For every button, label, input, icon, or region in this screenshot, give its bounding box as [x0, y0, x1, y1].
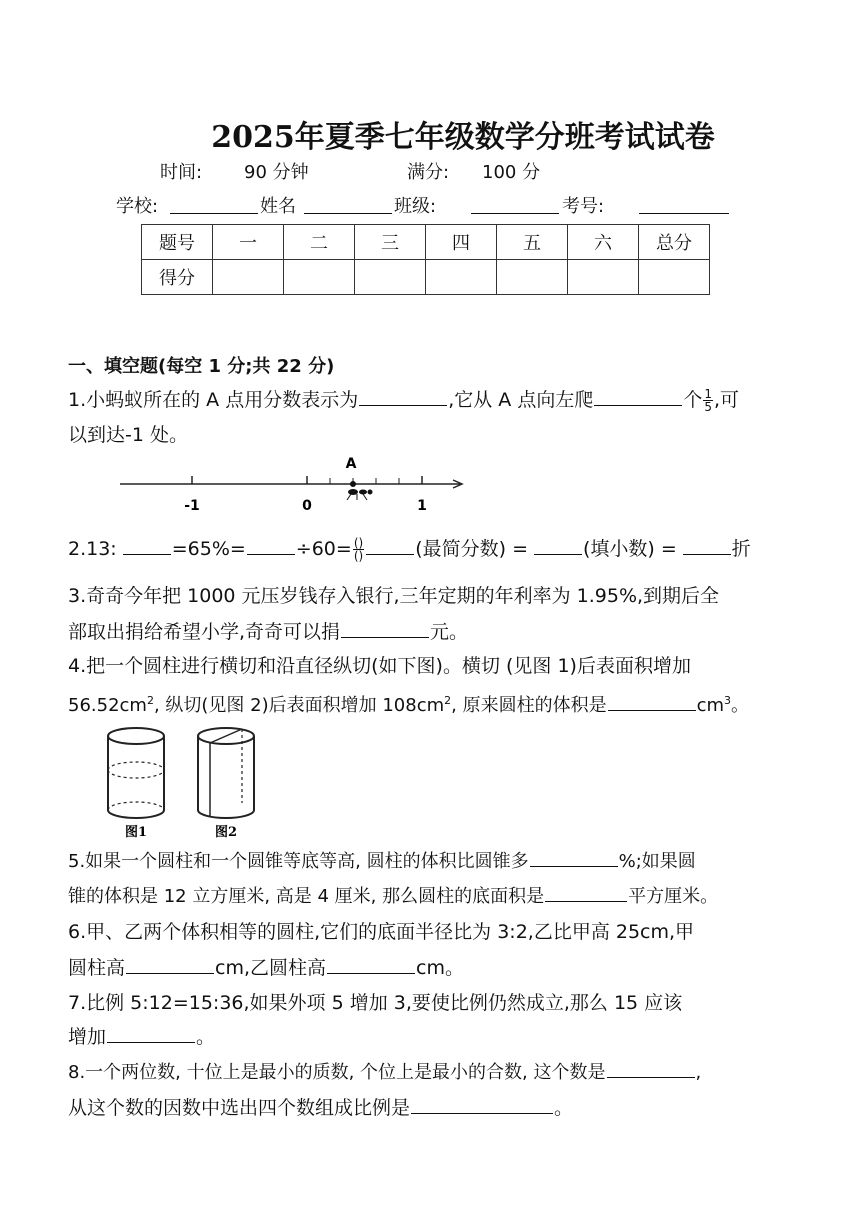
question-2: [68, 536, 751, 562]
fraction-denominator: (): [353, 549, 364, 563]
answer-blank[interactable]: [327, 972, 415, 974]
question-text: ,它从 A 点向左爬: [448, 389, 594, 411]
question-text: 锥的体积是 12 立方厘米, 高是 4 厘米, 那么圆柱的底面积是: [68, 886, 545, 907]
question-text: 折: [731, 538, 751, 560]
answer-blank[interactable]: [107, 1041, 195, 1043]
table-header-cell: 六: [568, 225, 639, 260]
question-text: 8.一个两位数, 十位上是最小的质数, 个位上是最小的合数, 这个数是: [68, 1062, 606, 1083]
question-4-line-1: 4.把一个圆柱进行横切和沿直径纵切(如下图)。横切 (见图 1)后表面积增加: [68, 655, 691, 677]
fraction: [703, 388, 713, 413]
score-table: [141, 224, 710, 295]
table-row-label: 得分: [142, 260, 213, 295]
name-label: 姓名: [260, 196, 296, 217]
table-header-cell: 总分: [639, 225, 710, 260]
name-blank[interactable]: [304, 212, 392, 214]
question-6-line-2: [68, 955, 464, 981]
score-cell[interactable]: [568, 260, 639, 295]
question-text: 。: [731, 695, 750, 716]
superscript: 3: [724, 694, 732, 707]
question-text: ,: [695, 1062, 702, 1083]
answer-blank[interactable]: [530, 865, 618, 867]
tick-label: -1: [184, 498, 200, 514]
table-header-cell: 三: [355, 225, 426, 260]
answer-blank[interactable]: [366, 553, 414, 555]
question-7-line-1: 7.比例 5:12=15:36,如果外项 5 增加 3,要使比例仍然成立,那么 15 应该: [68, 992, 683, 1014]
question-5-line-1: [68, 849, 696, 875]
question-5-line-2: [68, 884, 718, 910]
answer-blank[interactable]: [123, 553, 171, 555]
figure-caption: 图1: [124, 825, 148, 840]
question-text: ,可: [714, 389, 740, 411]
full-score-label: 满分:: [407, 162, 450, 183]
question-text: cm,乙圆柱高: [215, 957, 327, 979]
tick-label: 0: [302, 498, 312, 514]
question-8-line-2: [68, 1095, 573, 1121]
cylinder-figure-1: [108, 728, 164, 818]
score-cell[interactable]: [355, 260, 426, 295]
score-cell[interactable]: [284, 260, 355, 295]
point-label: A: [345, 456, 357, 472]
question-8-line-1: [68, 1060, 701, 1086]
score-table-header-row: [142, 225, 710, 260]
question-6-line-1: 6.甲、乙两个体积相等的圆柱,它们的底面半径比为 3:2,乙比甲高 25cm,甲: [68, 921, 695, 943]
fraction: [353, 537, 364, 562]
question-3-line-2: [68, 619, 468, 645]
question-text: 。: [554, 1097, 574, 1119]
answer-blank[interactable]: [126, 972, 214, 974]
score-table-score-row: [142, 260, 710, 295]
question-text: (填小数) =: [583, 538, 677, 560]
school-blank[interactable]: [170, 212, 258, 214]
table-header-cell: 五: [497, 225, 568, 260]
figure-caption: 图2: [214, 825, 238, 840]
question-text: , 纵切(见图 2)后表面积增加 108cm: [153, 695, 445, 716]
question-text: 平方厘米。: [628, 886, 719, 907]
cylinder-figure-2: [198, 728, 254, 818]
answer-blank[interactable]: [683, 553, 731, 555]
exam-no-blank[interactable]: [639, 212, 729, 214]
answer-blank[interactable]: [608, 709, 696, 711]
table-header-cell: 二: [284, 225, 355, 260]
table-header-cell: 四: [426, 225, 497, 260]
class-blank[interactable]: [471, 212, 559, 214]
superscript: 2: [146, 694, 154, 707]
class-label: 班级:: [394, 196, 437, 217]
question-text: 5.如果一个圆柱和一个圆锥等底等高, 圆柱的体积比圆锥多: [68, 851, 529, 872]
tick-label: 1: [417, 498, 427, 514]
table-header-cell: 题号: [142, 225, 213, 260]
school-label: 学校:: [116, 196, 159, 217]
answer-blank[interactable]: [247, 553, 295, 555]
score-cell[interactable]: [639, 260, 710, 295]
question-text: cm: [696, 695, 725, 716]
cylinder-figures: [100, 722, 270, 844]
question-1-line-1: [68, 387, 739, 413]
question-4-line-2: [68, 688, 749, 719]
question-text: %;如果圆: [618, 851, 696, 872]
score-cell[interactable]: [426, 260, 497, 295]
question-text: 元。: [430, 621, 469, 643]
question-text: , 原来圆柱的体积是: [451, 695, 607, 716]
answer-blank[interactable]: [594, 404, 682, 406]
ant-icon: [347, 489, 373, 500]
question-text: ÷60=: [295, 538, 352, 560]
exam-no-label: 考号:: [562, 196, 605, 217]
question-text: 2.13:: [68, 538, 117, 560]
question-3-line-1: 3.奇奇今年把 1000 元压岁钱存入银行,三年定期的年利率为 1.95%,到期后全: [68, 585, 720, 607]
question-text: 。: [196, 1026, 216, 1048]
question-text: 1.小蚂蚁所在的 A 点用分数表示为: [68, 389, 359, 411]
question-1-line-2: 以到达-1 处。: [68, 424, 188, 446]
question-7-line-2: [68, 1024, 215, 1050]
point-a-dot: [350, 481, 356, 487]
table-header-cell: 一: [213, 225, 284, 260]
question-text: 圆柱高: [68, 957, 126, 979]
fraction-numerator: (): [353, 536, 364, 550]
score-cell[interactable]: [213, 260, 284, 295]
fraction-numerator: 1: [704, 387, 712, 401]
number-line-figure: [115, 450, 475, 520]
answer-blank[interactable]: [359, 404, 447, 406]
answer-blank[interactable]: [411, 1112, 553, 1114]
time-label: 时间:: [160, 162, 203, 183]
question-text: 个: [683, 389, 703, 411]
question-text: 56.52cm: [68, 695, 147, 716]
question-text: 增加: [68, 1026, 107, 1048]
superscript: 2: [444, 694, 452, 707]
full-score-value: 100 分: [482, 162, 541, 183]
question-text: =65%=: [171, 538, 246, 560]
question-text: cm。: [416, 957, 464, 979]
fraction-denominator: 5: [704, 400, 712, 414]
answer-blank[interactable]: [341, 636, 429, 638]
score-cell[interactable]: [497, 260, 568, 295]
page-title: 2025年夏季七年级数学分班考试试卷: [211, 120, 715, 155]
answer-blank[interactable]: [545, 900, 627, 902]
answer-blank[interactable]: [534, 553, 582, 555]
time-value: 90 分钟: [244, 162, 309, 183]
question-text: 部取出捐给希望小学,奇奇可以捐: [68, 621, 341, 643]
question-text: (最简分数) =: [415, 538, 528, 560]
answer-blank[interactable]: [607, 1076, 695, 1078]
question-text: 从这个数的因数中选出四个数组成比例是: [68, 1097, 411, 1119]
section-title: 一、填空题(每空 1 分;共 22 分): [68, 356, 335, 377]
